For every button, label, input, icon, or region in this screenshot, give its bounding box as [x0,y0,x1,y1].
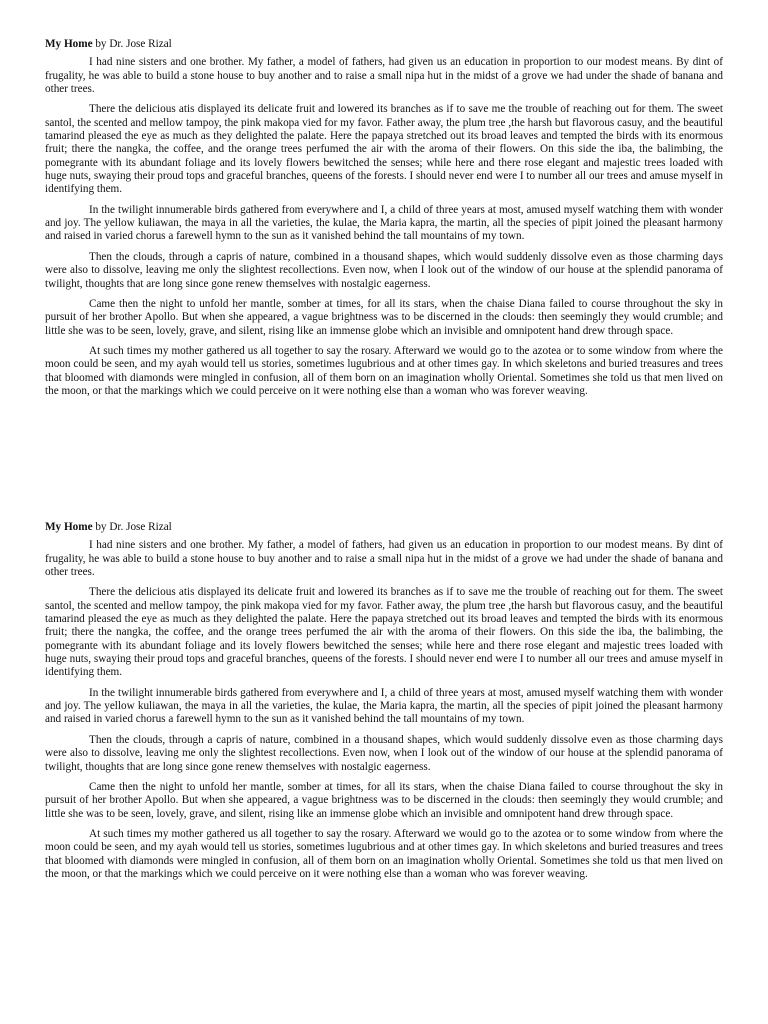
paragraph: There the delicious atis displayed its delicate fruit and lowered its branches as if to save me the trouble of reaching out for them. The sweet santol, the scented and mellow tampoy, the pink makopa vied for my favor. Father away, the plum tree ,the harsh but flavorous casuy, and the beautiful tamarind pleased the eye as much as they delighted the palate. Here the papaya stretched out its broad leaves and tempted the birds with its enormous fruit; there the nangka, the coffee, and the orange trees perfumed the air with the aroma of their flowers. On this side the iba, the balimbing, the pomegrante with its abundant foliage and its lovely flowers bewitched the senses; while here and there rose elegant and majestic trees loaded with huge nuts, swaying their proud tops and graceful branches, queens of the forests. I should never end were I to number all our trees and amuse myself in identifying them. [45,586,723,679]
byline-text: by Dr. Jose Rizal [92,521,172,533]
paragraph: Then the clouds, through a capris of nature, combined in a thousand shapes, which would suddenly dissolve even as those charming days were also to dissolve, leaving me only the slightest recollections. Even now, when I look out of the window of our house at the splendid panorama of twilight, thoughts that are long since gone renew themselves with nostalgic eagerness. [45,733,723,773]
paragraph: I had nine sisters and one brother. My father, a model of fathers, had given us an education in proportion to our modest means. By dint of frugality, he was able to build a stone house to buy another and to raise a small nipa hut in the midst of a grove we had under the shade of banana and other trees. [45,56,723,96]
essay-section-repeat [45,521,723,888]
paragraph: There the delicious atis displayed its delicate fruit and lowered its branches as if to save me the trouble of reaching out for them. The sweet santol, the scented and mellow tampoy, the pink makopa vied for my favor. Father away, the plum tree ,the harsh but flavorous casuy, and the beautiful tamarind pleased the eye as much as they delighted the palate. Here the papaya stretched out its broad leaves and tempted the birds with its enormous fruit; there the nangka, the coffee, and the orange trees perfumed the air with the aroma of their flowers. On this side the iba, the balimbing, the pomegrante with its abundant foliage and its lovely flowers bewitched the senses; while here and there rose elegant and majestic trees loaded with huge nuts, swaying their proud tops and graceful branches, queens of the forests. I should never end were I to number all our trees and amuse myself in identifying them. [45,103,723,196]
title-text: My Home [45,521,93,533]
paragraph: Came then the night to unfold her mantle, somber at times, for all its stars, when the chaise Diana failed to course throughout the sky in pursuit of her brother Apollo. But when she appeared, a vague brightness was to be discerned in the clouds: then seemingly they would crumble; and little she was to be seen, lovely, grave, and silent, rising like an immense globe which an invisible and omnipotent hand drew through space. [45,297,723,337]
title-text: My Home [45,38,93,50]
paragraph: In the twilight innumerable birds gathered from everywhere and I, a child of three years at most, amused myself watching them with wonder and joy. The yellow kuliawan, the maya in all the varieties, the kulae, the Maria kapra, the martin, all the species of pipit joined the pleasant harmony and raised in varied chorus a farewell hymn to the sun as it vanished behind the tall mountains of my town. [45,203,723,243]
essay-title [45,521,723,534]
essay-section [45,38,723,405]
essay-title [45,38,723,51]
paragraph: At such times my mother gathered us all together to say the rosary. Afterward we would go to the azotea or to some window from where the moon could be seen, and my ayah would tell us stories, sometimes lugubrious and at other times gay. In which skeletons and buried treasures and trees that bloomed with diamonds were mingled in confusion, all of them born on an imagination wholly Oriental. Sometimes she told us that men lived on the moon, or that the markings which we could perceive on it were nothing else than a woman who was forever weaving. [45,344,723,397]
paragraph: Then the clouds, through a capris of nature, combined in a thousand shapes, which would suddenly dissolve even as those charming days were also to dissolve, leaving me only the slightest recollections. Even now, when I look out of the window of our house at the splendid panorama of twilight, thoughts that are long since gone renew themselves with nostalgic eagerness. [45,250,723,290]
byline-text: by Dr. Jose Rizal [92,38,172,50]
paragraph: Came then the night to unfold her mantle, somber at times, for all its stars, when the chaise Diana failed to course throughout the sky in pursuit of her brother Apollo. But when she appeared, a vague brightness was to be discerned in the clouds: then seemingly they would crumble; and little she was to be seen, lovely, grave, and silent, rising like an immense globe which an invisible and omnipotent hand drew through space. [45,780,723,820]
paragraph: At such times my mother gathered us all together to say the rosary. Afterward we would go to the azotea or to some window from where the moon could be seen, and my ayah would tell us stories, sometimes lugubrious and at other times gay. In which skeletons and buried treasures and trees that bloomed with diamonds were mingled in confusion, all of them born on an imagination wholly Oriental. Sometimes she told us that men lived on the moon, or that the markings which we could perceive on it were nothing else than a woman who was forever weaving. [45,827,723,880]
paragraph: In the twilight innumerable birds gathered from everywhere and I, a child of three years at most, amused myself watching them with wonder and joy. The yellow kuliawan, the maya in all the varieties, the kulae, the Maria kapra, the martin, all the species of pipit joined the pleasant harmony and raised in varied chorus a farewell hymn to the sun as it vanished behind the tall mountains of my town. [45,686,723,726]
paragraph: I had nine sisters and one brother. My father, a model of fathers, had given us an education in proportion to our modest means. By dint of frugality, he was able to build a stone house to buy another and to raise a small nipa hut in the midst of a grove we had under the shade of banana and other trees. [45,539,723,579]
